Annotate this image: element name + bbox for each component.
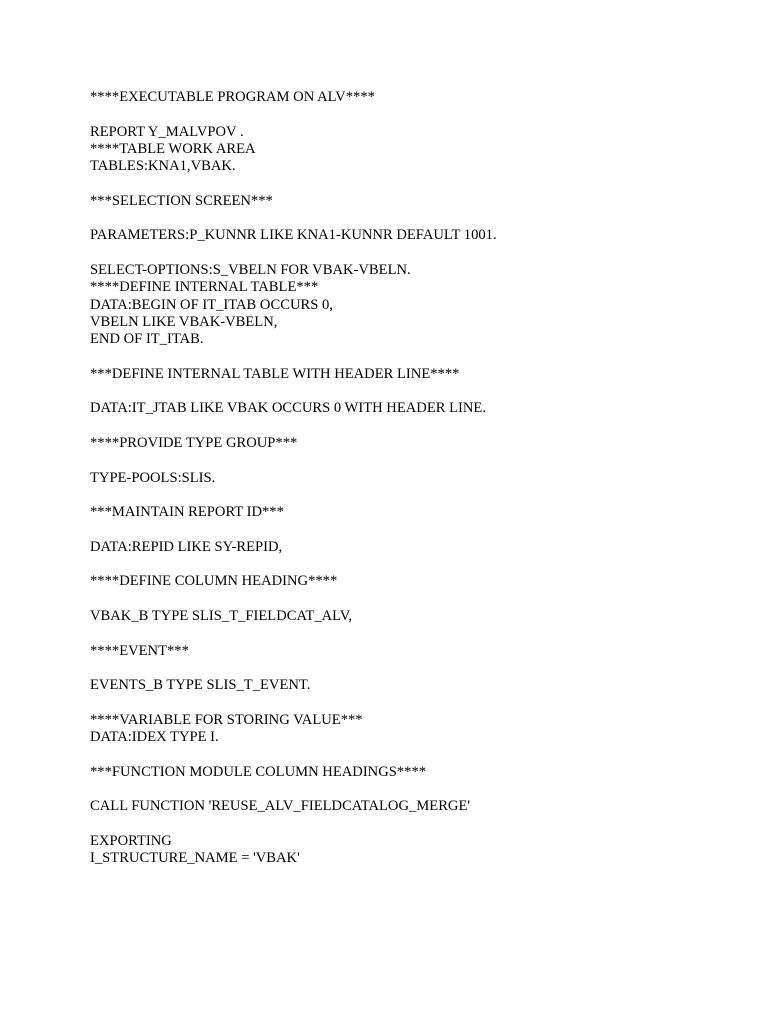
code-line: ****EXECUTABLE PROGRAM ON ALV**** xyxy=(90,89,375,105)
blank-line xyxy=(90,348,730,365)
code-line: ****DEFINE COLUMN HEADING**** xyxy=(90,573,338,590)
blank-line xyxy=(90,694,730,711)
code-line: DATA:BEGIN OF IT_ITAB OCCURS 0, xyxy=(90,296,333,313)
code-line: TABLES:KNA1,VBAK. xyxy=(90,158,236,175)
blank-line xyxy=(90,418,730,435)
code-line: CALL FUNCTION 'REUSE_ALV_FIELDCATALOG_MERGE' xyxy=(90,798,471,815)
blank-line xyxy=(90,660,730,677)
code-line: ****PROVIDE TYPE GROUP*** xyxy=(90,434,298,451)
code-line: EXPORTING xyxy=(90,832,172,849)
blank-line xyxy=(90,591,730,608)
code-line: EVENTS_B TYPE SLIS_T_EVENT. xyxy=(90,677,311,694)
blank-line xyxy=(90,781,730,798)
code-line: ****DEFINE INTERNAL TABLE*** xyxy=(90,279,319,296)
blank-line xyxy=(90,746,730,763)
blank-line xyxy=(90,383,730,400)
code-line: DATA:IT_JTAB LIKE VBAK OCCURS 0 WITH HEADER LINE. xyxy=(90,400,486,417)
code-line: ***SELECTION SCREEN*** xyxy=(90,192,273,209)
code-line: DATA:REPID LIKE SY-REPID, xyxy=(90,538,283,555)
code-line: ***MAINTAIN REPORT ID*** xyxy=(90,504,284,521)
blank-line xyxy=(90,521,730,538)
blank-line xyxy=(90,245,730,262)
blank-line xyxy=(90,175,730,192)
code-line: ***DEFINE INTERNAL TABLE WITH HEADER LINE**** xyxy=(90,365,460,382)
document-body xyxy=(90,89,730,867)
blank-line xyxy=(90,210,730,227)
code-line: ***FUNCTION MODULE COLUMN HEADINGS**** xyxy=(90,763,427,780)
code-line: ****VARIABLE FOR STORING VALUE*** xyxy=(90,711,363,728)
code-line: TYPE-POOLS:SLIS. xyxy=(90,469,216,486)
code-line: VBAK_B TYPE SLIS_T_FIELDCAT_ALV, xyxy=(90,607,353,624)
code-line: ****TABLE WORK AREA xyxy=(90,140,256,157)
code-line: REPORT Y_MALVPOV . xyxy=(90,123,244,140)
blank-line xyxy=(90,625,730,642)
blank-line xyxy=(90,815,730,832)
blank-line xyxy=(90,106,730,123)
code-line: ****EVENT*** xyxy=(90,642,189,659)
code-line: SELECT-OPTIONS:S_VBELN FOR VBAK-VBELN. xyxy=(90,261,411,278)
code-line: I_STRUCTURE_NAME = 'VBAK' xyxy=(90,850,300,867)
code-line: PARAMETERS:P_KUNNR LIKE KNA1-KUNNR DEFAULT 1001. xyxy=(90,227,497,244)
blank-line xyxy=(90,487,730,504)
blank-line xyxy=(90,556,730,573)
code-line: VBELN LIKE VBAK-VBELN, xyxy=(90,313,278,330)
code-line: END OF IT_ITAB. xyxy=(90,331,204,348)
code-line: DATA:IDEX TYPE I. xyxy=(90,728,219,745)
blank-line xyxy=(90,452,730,469)
